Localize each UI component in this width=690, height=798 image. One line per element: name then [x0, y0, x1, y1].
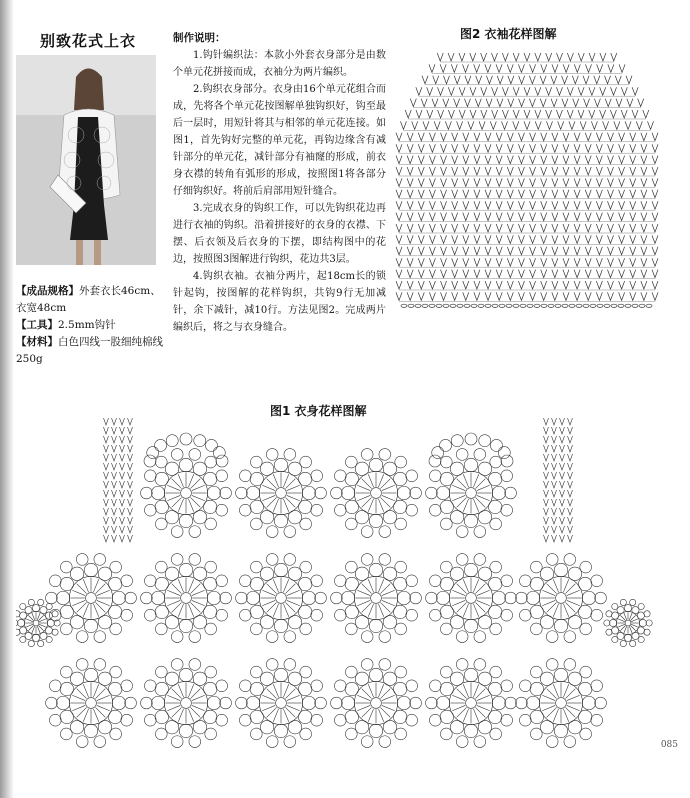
- spec-material-value: 白色四线一股细纯棉线250g: [16, 336, 163, 365]
- spec-tool-value: 2.5mm钩针: [58, 319, 116, 331]
- spec-size: [16, 283, 166, 317]
- spec-material: [16, 334, 166, 368]
- instruction-paragraph-1: 1.钩针编织法：本款小外套衣身部分是由数个单元花拼接而成，衣袖分为两片编织。: [173, 50, 386, 78]
- sleeve-stitch-diagram: [390, 45, 665, 320]
- instructions-heading: 制作说明：: [173, 32, 226, 44]
- page-number: 085: [660, 740, 678, 750]
- spec-material-label: 【材料】: [16, 336, 58, 348]
- instructions: [173, 30, 386, 336]
- figure1-title: 图1 衣身花样图解: [270, 404, 367, 418]
- model-photo: [16, 55, 156, 265]
- instruction-paragraph-2: 2.钩织衣身部分。衣身由16个单元花组合而成，先将各个单元花按图解单独钩织好，钩至最后一层时，用短针将其与相邻的单元花连接。如图1，首先钩好完整的单元花，再钩边缘含有减针部分的单元花，减针部分有袖窿的形成，前衣身衣襟的转角有弧形的形成，按照图1将各部分仔细钩织好。将前后肩部用短针缝合。: [173, 84, 386, 197]
- model-photo-illustration: [16, 55, 156, 265]
- spec-tool-label: 【工具】: [16, 319, 58, 331]
- spec-tool: [16, 317, 166, 334]
- motif-flowers: [16, 418, 652, 747]
- spec-size-value: 外套衣长46cm、衣宽48cm: [16, 285, 161, 314]
- page-title: 别致花式上衣: [40, 32, 137, 50]
- spec-size-label: 【成品规格】: [16, 285, 79, 297]
- figure2-title: 图2 衣袖花样图解: [460, 27, 557, 41]
- specifications: [16, 283, 166, 368]
- instruction-paragraph-3: 3.完成衣身的钩织工作，可以先钩织花边再进行衣袖的钩织。沿着拼接好的衣身的衣襟、下摆、后衣领及后衣身的下摆，即结构图中的花边，按照图3图解进行钩织，花边共3层。: [173, 203, 386, 265]
- sleeve-stitches: [396, 53, 658, 307]
- book-spine-shadow: [0, 0, 14, 798]
- body-motif-diagram: [16, 418, 676, 790]
- instruction-paragraph-4: 4.钩织衣袖。衣袖分两片，起18cm长的锁针起钩，按图解的花样钩织，共钩9行无加减针，余下减针，减10行。方法见图2。完成两片编织后，将之与衣身缝合。: [173, 271, 386, 333]
